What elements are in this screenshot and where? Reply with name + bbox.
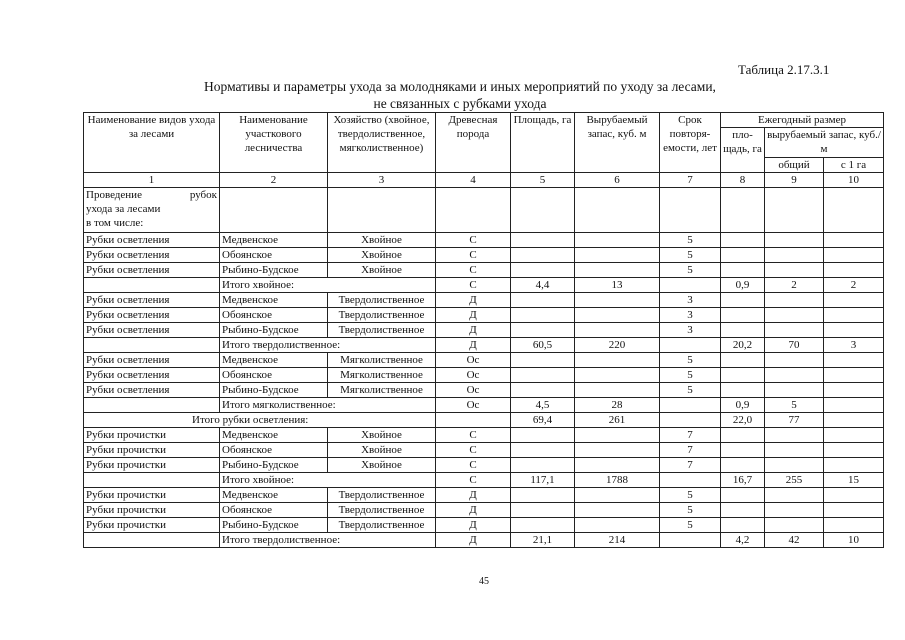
header-species: Древесная порода xyxy=(436,113,511,173)
subtotal-row xyxy=(84,278,884,293)
value-cell xyxy=(824,368,884,383)
value-cell xyxy=(824,233,884,248)
subtotal-row xyxy=(84,338,884,353)
header-forestry: Наименование участкового лесничества xyxy=(220,113,328,173)
value-cell: Д xyxy=(436,308,511,323)
value-cell xyxy=(660,473,721,488)
page-number: 45 xyxy=(479,576,489,587)
care-type-cell: Рубки прочистки xyxy=(84,428,220,443)
value-cell xyxy=(511,503,575,518)
grand-total-row xyxy=(84,413,884,428)
forestry-cell: Рыбино-Будское xyxy=(220,383,328,398)
care-type-cell: Рубки осветления xyxy=(84,353,220,368)
value-cell: 117,1 xyxy=(511,473,575,488)
value-cell xyxy=(765,368,824,383)
value-cell: С xyxy=(436,278,511,293)
value-cell: 5 xyxy=(660,503,721,518)
value-cell: 4,4 xyxy=(511,278,575,293)
header-annual-area: пло-щадь, га xyxy=(721,128,765,173)
table-row xyxy=(84,233,884,248)
value-cell xyxy=(765,308,824,323)
value-cell xyxy=(765,488,824,503)
value-cell xyxy=(575,323,660,338)
table-row xyxy=(84,503,884,518)
value-cell xyxy=(824,428,884,443)
value-cell: Ос xyxy=(436,398,511,413)
value-cell xyxy=(765,458,824,473)
care-type-cell: Рубки осветления xyxy=(84,383,220,398)
care-type-cell: Рубки прочистки xyxy=(84,488,220,503)
forestry-cell: Обоянское xyxy=(220,503,328,518)
table-row xyxy=(84,488,884,503)
value-cell xyxy=(721,353,765,368)
economy-cell: Твердолиственное xyxy=(328,503,436,518)
value-cell xyxy=(575,488,660,503)
care-type-cell: Рубки осветления xyxy=(84,233,220,248)
value-cell xyxy=(765,443,824,458)
care-type-cell: Рубки осветления xyxy=(84,293,220,308)
value-cell: Ос xyxy=(436,383,511,398)
table-row xyxy=(84,458,884,473)
value-cell: С xyxy=(436,473,511,488)
value-cell: 261 xyxy=(575,413,660,428)
value-cell: 5 xyxy=(765,398,824,413)
table-row xyxy=(84,383,884,398)
value-cell xyxy=(765,263,824,278)
value-cell xyxy=(660,533,721,548)
table-row xyxy=(84,428,884,443)
value-cell xyxy=(721,308,765,323)
value-cell xyxy=(824,263,884,278)
document-title xyxy=(120,78,800,112)
value-cell xyxy=(824,413,884,428)
column-number-row xyxy=(84,173,884,188)
value-cell: 3 xyxy=(660,323,721,338)
value-cell xyxy=(721,293,765,308)
intro-word-2: рубок xyxy=(189,189,217,201)
table-row xyxy=(84,293,884,308)
value-cell: 28 xyxy=(575,398,660,413)
value-cell: 4,5 xyxy=(511,398,575,413)
value-cell xyxy=(511,293,575,308)
value-cell xyxy=(575,518,660,533)
economy-cell: Хвойное xyxy=(328,233,436,248)
care-type-cell: Рубки прочистки xyxy=(84,458,220,473)
column-number: 8 xyxy=(721,173,765,188)
value-cell: 220 xyxy=(575,338,660,353)
value-cell xyxy=(511,383,575,398)
value-cell xyxy=(721,488,765,503)
value-cell xyxy=(511,323,575,338)
value-cell xyxy=(511,353,575,368)
value-cell xyxy=(575,248,660,263)
value-cell: Д xyxy=(436,503,511,518)
care-type-cell: Рубки осветления xyxy=(84,323,220,338)
forestry-cell: Медвенское xyxy=(220,353,328,368)
subtotal-label: Итого твердолиственное: xyxy=(220,533,436,548)
value-cell: С xyxy=(436,428,511,443)
economy-cell: Хвойное xyxy=(328,428,436,443)
value-cell: 5 xyxy=(660,368,721,383)
value-cell xyxy=(660,278,721,293)
value-cell: 3 xyxy=(660,293,721,308)
value-cell xyxy=(824,518,884,533)
value-cell: 5 xyxy=(660,518,721,533)
value-cell xyxy=(436,413,511,428)
value-cell xyxy=(824,443,884,458)
value-cell: Д xyxy=(436,533,511,548)
subtotal-row xyxy=(84,533,884,548)
empty-cell xyxy=(84,338,220,353)
care-type-cell: Рубки прочистки xyxy=(84,518,220,533)
value-cell xyxy=(765,233,824,248)
forestry-cell: Медвенское xyxy=(220,428,328,443)
forestry-cell: Медвенское xyxy=(220,488,328,503)
value-cell xyxy=(511,308,575,323)
value-cell xyxy=(721,323,765,338)
column-number: 7 xyxy=(660,173,721,188)
value-cell: 42 xyxy=(765,533,824,548)
forestry-cell: Обоянское xyxy=(220,368,328,383)
value-cell xyxy=(511,263,575,278)
column-number: 1 xyxy=(84,173,220,188)
value-cell: 1788 xyxy=(575,473,660,488)
column-number: 4 xyxy=(436,173,511,188)
value-cell: Ос xyxy=(436,368,511,383)
forestry-cell: Обоянское xyxy=(220,248,328,263)
title-line-1: Нормативы и параметры ухода за молодняками и иных мероприятий по уходу за лесами, xyxy=(204,79,716,94)
value-cell xyxy=(575,383,660,398)
value-cell xyxy=(660,338,721,353)
table-row xyxy=(84,443,884,458)
economy-cell: Мягколиственное xyxy=(328,383,436,398)
value-cell: 5 xyxy=(660,353,721,368)
value-cell xyxy=(721,233,765,248)
value-cell: 2 xyxy=(824,278,884,293)
value-cell xyxy=(765,323,824,338)
subtotal-label: Итого хвойное: xyxy=(220,473,436,488)
value-cell: 5 xyxy=(660,488,721,503)
value-cell xyxy=(824,323,884,338)
value-cell xyxy=(575,263,660,278)
value-cell: 15 xyxy=(824,473,884,488)
table-number: Таблица 2.17.3.1 xyxy=(738,62,830,77)
value-cell: 0,9 xyxy=(721,278,765,293)
economy-cell: Хвойное xyxy=(328,443,436,458)
table-row xyxy=(84,323,884,338)
intro-row xyxy=(84,188,884,233)
economy-cell: Твердолиственное xyxy=(328,518,436,533)
value-cell xyxy=(575,368,660,383)
value-cell xyxy=(765,293,824,308)
value-cell: 3 xyxy=(660,308,721,323)
value-cell xyxy=(511,248,575,263)
value-cell xyxy=(575,443,660,458)
table-row xyxy=(84,308,884,323)
care-type-cell: Рубки осветления xyxy=(84,308,220,323)
value-cell: 0,9 xyxy=(721,398,765,413)
subtotal-label: Итого хвойное: xyxy=(220,278,436,293)
column-number: 9 xyxy=(765,173,824,188)
value-cell xyxy=(575,353,660,368)
value-cell: 5 xyxy=(660,248,721,263)
value-cell: 60,5 xyxy=(511,338,575,353)
economy-cell: Твердолиственное xyxy=(328,488,436,503)
value-cell xyxy=(511,443,575,458)
value-cell: 20,2 xyxy=(721,338,765,353)
value-cell xyxy=(575,428,660,443)
intro-cell xyxy=(84,188,220,233)
value-cell xyxy=(511,518,575,533)
value-cell: С xyxy=(436,233,511,248)
value-cell: 13 xyxy=(575,278,660,293)
economy-cell: Мягколиственное xyxy=(328,368,436,383)
forestry-cell: Обоянское xyxy=(220,308,328,323)
value-cell xyxy=(824,398,884,413)
header-per-ha: с 1 га xyxy=(824,158,884,173)
value-cell xyxy=(511,368,575,383)
value-cell: 2 xyxy=(765,278,824,293)
economy-cell: Мягколиственное xyxy=(328,353,436,368)
value-cell: 7 xyxy=(660,443,721,458)
table-row xyxy=(84,263,884,278)
value-cell: 5 xyxy=(660,233,721,248)
value-cell: 5 xyxy=(660,263,721,278)
value-cell: С xyxy=(436,443,511,458)
value-cell xyxy=(721,503,765,518)
header-annual: Ежегодный размер xyxy=(721,113,884,128)
value-cell: Д xyxy=(436,293,511,308)
value-cell xyxy=(765,353,824,368)
value-cell xyxy=(575,503,660,518)
forestry-cell: Медвенское xyxy=(220,293,328,308)
value-cell: С xyxy=(436,458,511,473)
title-line-2: не связанных с рубками ухода xyxy=(373,96,547,111)
value-cell: 7 xyxy=(660,458,721,473)
value-cell xyxy=(721,383,765,398)
table-row xyxy=(84,353,884,368)
grand-total-label: Итого рубки осветления: xyxy=(84,413,436,428)
forestry-cell: Рыбино-Будское xyxy=(220,458,328,473)
care-type-cell: Рубки осветления xyxy=(84,368,220,383)
value-cell xyxy=(660,413,721,428)
value-cell: 77 xyxy=(765,413,824,428)
column-number: 3 xyxy=(328,173,436,188)
value-cell xyxy=(824,503,884,518)
header-cut-volume: Вырубаемый запас, куб. м xyxy=(575,113,660,173)
header-total: общий xyxy=(765,158,824,173)
header-annual-volume: вырубаемый запас, куб./м xyxy=(765,128,884,158)
header-economy: Хозяйство (хвойное, твердолиственное, мягколиственное) xyxy=(328,113,436,173)
value-cell: Д xyxy=(436,488,511,503)
value-cell xyxy=(824,488,884,503)
care-type-cell: Рубки осветления xyxy=(84,248,220,263)
value-cell xyxy=(511,428,575,443)
subtotal-label: Итого твердолиственное: xyxy=(220,338,436,353)
intro-line-2: ухода за лесами xyxy=(86,203,161,215)
forest-care-table xyxy=(83,112,884,548)
value-cell: 10 xyxy=(824,533,884,548)
value-cell: Д xyxy=(436,518,511,533)
intro-word-1: Проведение xyxy=(86,189,142,201)
value-cell xyxy=(721,248,765,263)
care-type-cell: Рубки прочистки xyxy=(84,443,220,458)
value-cell: С xyxy=(436,263,511,278)
forestry-cell: Рыбино-Будское xyxy=(220,518,328,533)
value-cell xyxy=(721,458,765,473)
empty-cell xyxy=(84,533,220,548)
value-cell xyxy=(575,308,660,323)
value-cell xyxy=(765,383,824,398)
economy-cell: Твердолиственное xyxy=(328,323,436,338)
value-cell xyxy=(824,248,884,263)
value-cell xyxy=(721,518,765,533)
forestry-cell: Обоянское xyxy=(220,443,328,458)
forestry-cell: Медвенское xyxy=(220,233,328,248)
value-cell xyxy=(721,443,765,458)
header-care-type: Наименование видов ухода за лесами xyxy=(84,113,220,173)
value-cell xyxy=(721,263,765,278)
value-cell xyxy=(824,308,884,323)
value-cell: 214 xyxy=(575,533,660,548)
value-cell xyxy=(824,458,884,473)
empty-cell xyxy=(84,473,220,488)
value-cell xyxy=(765,503,824,518)
value-cell: 16,7 xyxy=(721,473,765,488)
economy-cell: Хвойное xyxy=(328,263,436,278)
value-cell xyxy=(824,383,884,398)
value-cell: С xyxy=(436,248,511,263)
value-cell: 70 xyxy=(765,338,824,353)
value-cell xyxy=(575,293,660,308)
subtotal-label: Итого мягколиственное: xyxy=(220,398,436,413)
value-cell: Д xyxy=(436,338,511,353)
intro-line-3: в том числе: xyxy=(86,217,144,229)
value-cell xyxy=(721,428,765,443)
header-area: Площадь, га xyxy=(511,113,575,173)
economy-cell: Твердолиственное xyxy=(328,293,436,308)
value-cell xyxy=(511,233,575,248)
value-cell xyxy=(575,458,660,473)
value-cell xyxy=(575,233,660,248)
forestry-cell: Рыбино-Будское xyxy=(220,323,328,338)
column-number: 10 xyxy=(824,173,884,188)
column-number: 2 xyxy=(220,173,328,188)
value-cell xyxy=(511,488,575,503)
value-cell xyxy=(765,518,824,533)
economy-cell: Хвойное xyxy=(328,458,436,473)
care-type-cell: Рубки прочистки xyxy=(84,503,220,518)
value-cell: Ос xyxy=(436,353,511,368)
value-cell xyxy=(765,428,824,443)
value-cell: 255 xyxy=(765,473,824,488)
value-cell: Д xyxy=(436,323,511,338)
table-row xyxy=(84,368,884,383)
forestry-cell: Рыбино-Будское xyxy=(220,263,328,278)
table-row xyxy=(84,518,884,533)
value-cell xyxy=(721,368,765,383)
economy-cell: Твердолиственное xyxy=(328,308,436,323)
value-cell xyxy=(660,398,721,413)
value-cell xyxy=(824,293,884,308)
value-cell xyxy=(824,353,884,368)
value-cell: 22,0 xyxy=(721,413,765,428)
value-cell: 4,2 xyxy=(721,533,765,548)
empty-cell xyxy=(84,398,220,413)
subtotal-row xyxy=(84,398,884,413)
value-cell xyxy=(765,248,824,263)
value-cell: 21,1 xyxy=(511,533,575,548)
value-cell: 7 xyxy=(660,428,721,443)
column-number: 5 xyxy=(511,173,575,188)
empty-cell xyxy=(84,278,220,293)
value-cell: 3 xyxy=(824,338,884,353)
value-cell xyxy=(511,458,575,473)
header-repeat-period: Срок повторя-емости, лет xyxy=(660,113,721,173)
care-type-cell: Рубки осветления xyxy=(84,263,220,278)
economy-cell: Хвойное xyxy=(328,248,436,263)
value-cell: 69,4 xyxy=(511,413,575,428)
column-number: 6 xyxy=(575,173,660,188)
table-row xyxy=(84,248,884,263)
subtotal-row xyxy=(84,473,884,488)
value-cell: 5 xyxy=(660,383,721,398)
